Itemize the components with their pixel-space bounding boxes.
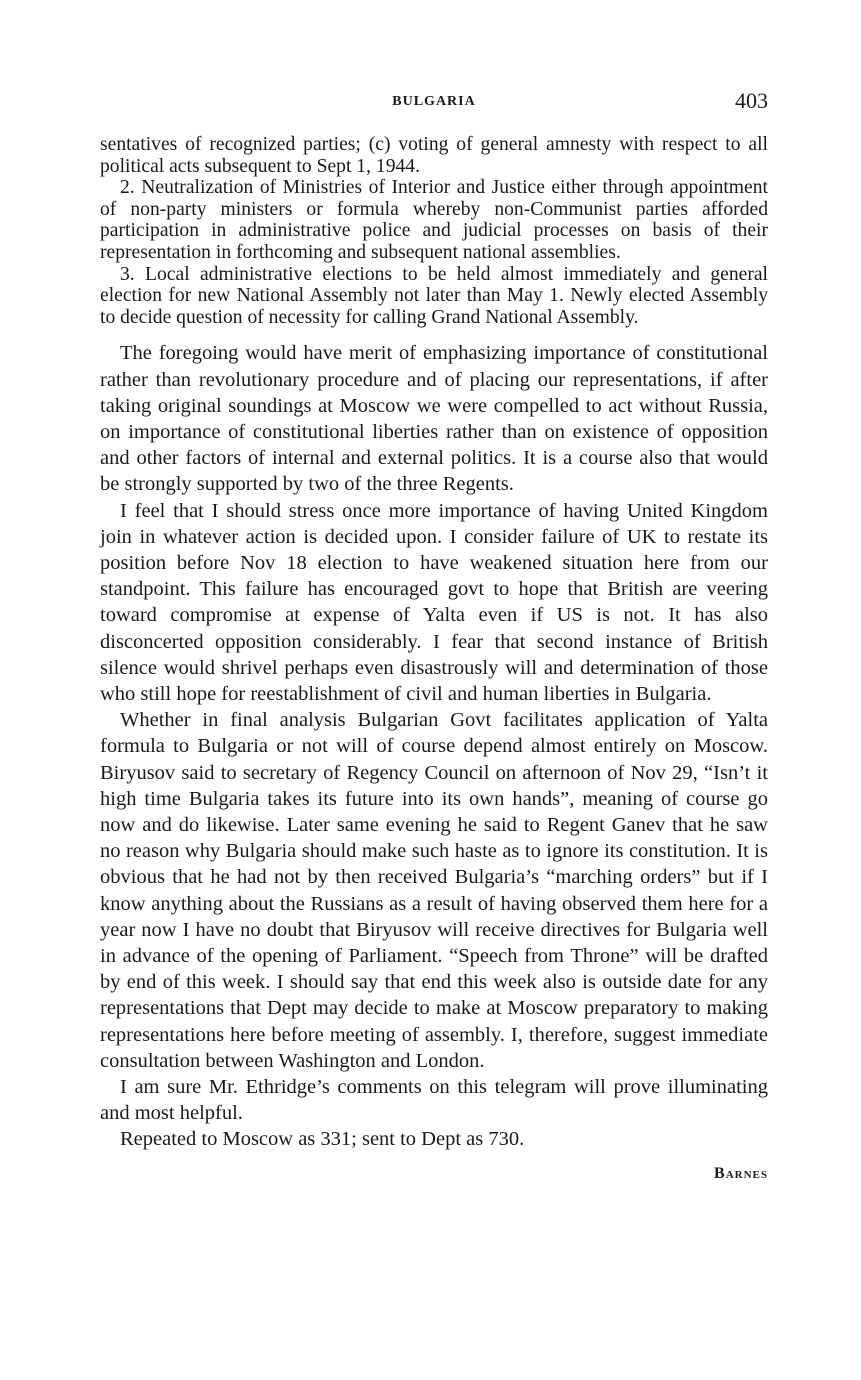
paragraph-ethridge: I am sure Mr. Ethridge’s comments on this telegram will prove illuminating and most helpful. — [100, 1076, 768, 1125]
signature: Barnes — [714, 1164, 768, 1182]
quoted-item-continuation: sentatives of recognized parties; (c) voting of general amnesty with respect to all political acts subsequent to Sept 1, 1944. — [100, 134, 768, 177]
quoted-item-2: 2. Neutralization of Ministries of Interior and Justice either through appointment of non-party ministers or formula whereby non-Communist parties afforded participation in administrative police and judicial processes on basis of their representation in forthcoming and subsequent national assemblies. — [100, 177, 768, 263]
paragraph-foregoing: The foregoing would have merit of emphasizing importance of constitutional rather than revolutionary procedure and of placing our representations, if after taking original soundings at Moscow we were compelled to act without Russia, on importance of constitutional liberties rather than on existence of opposition and other factors of internal and external politics. It is a course also that would be strongly supported by two of the three Regents. — [100, 342, 768, 496]
page-number: 403 — [735, 88, 768, 113]
running-head: BULGARIA — [392, 94, 476, 109]
paragraph-united-kingdom: I feel that I should stress once more importance of having United Kingdom join in whatever action is decided upon. I consider failure of UK to restate its position before Nov 18 election to have weakened situation here from our standpoint. This failure has encouraged govt to hope that British are veering toward compromise at expense of Yalta even if US is not. It has also disconcerted opposition considerably. I fear that second instance of British silence would shrivel perhaps even disastrously will and determination of those who still hope for reestablishment of civil and human liberties in Bulgaria. — [100, 499, 768, 705]
paragraph-repeated: Repeated to Moscow as 331; sent to Dept as 730. — [120, 1128, 525, 1151]
quoted-item-3: 3. Local administrative elections to be held almost immediately and general election for new National Assembly not later than May 1. Newly elected Assembly to decide question of necessity for calling Grand National Assembly. — [100, 263, 768, 328]
paragraph-moscow: Whether in final analysis Bulgarian Govt facilitates application of Yalta formula to Bulgaria or not will of course depend almost entirely on Moscow. Biryusov said to secretary of Regency Council on afternoon of Nov 29, “Isn’t it high time Bulgaria takes its future into its own hands”, meaning of course go now and do likewise. Later same evening he said to Regent Ganev that he saw no reason why Bulgaria should make such haste as to ignore its constitution. It is obvious that he had not by then received Bulgaria’s “marching orders” but if I know anything about the Russians as a result of having observed them here for a year now I have no doubt that Biryusov will receive directives for Bulgaria well in advance of the opening of Parliament. “Speech from Throne” will be drafted by end of this week. I should say that end this week also is outside date for any representations that Dept may decide to make at Moscow preparatory to making representations here before meeting of assembly. I, therefore, suggest immediate consultation between Washington and London. — [100, 709, 768, 1072]
section-gap — [100, 328, 768, 340]
document-body — [100, 134, 768, 1187]
page-header — [100, 88, 768, 120]
